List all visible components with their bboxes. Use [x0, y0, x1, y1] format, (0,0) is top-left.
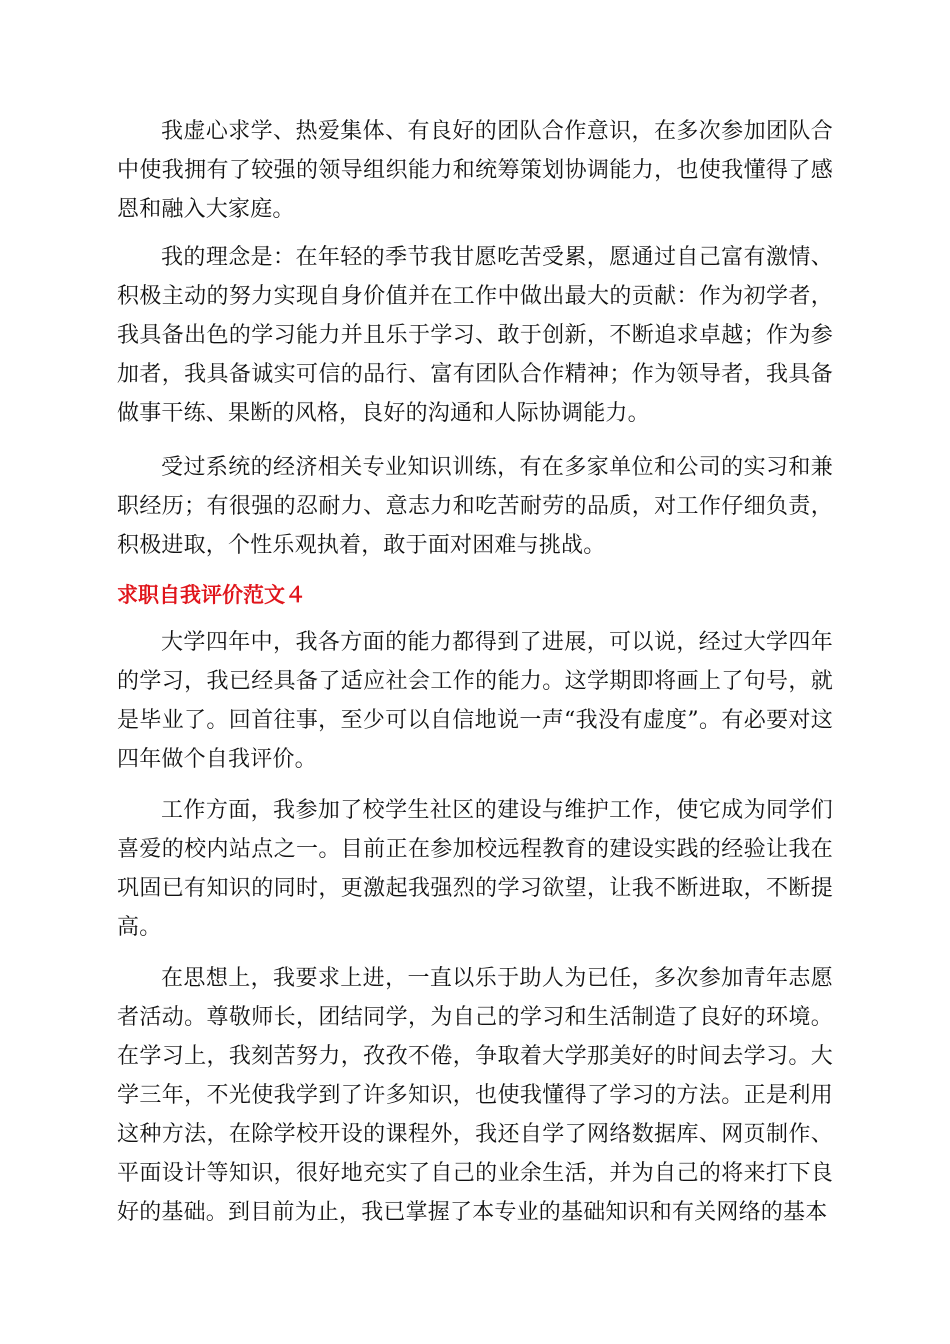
paragraph-philosophy: 我的理念是：在年轻的季节我甘愿吃苦受累，愿通过自己富有激情、积极主动的努力实现自身价值并在工作中做出最大的贡献：作为初学者，我具备出色的学习能力并且乐于学习、敢于创新，不断追求卓越；作为参加者，我具备诚实可信的品行、富有团队合作精神；作为领导者，我具备做事干练、果断的风格，良好的沟通和人际协调能力。: [117, 245, 833, 426]
paragraph-teamwork: 我虚心求学、热爱集体、有良好的团队合作意识，在多次参加团队合中使我拥有了较强的领导组织能力和统筹策划协调能力，也使我懂得了感恩和融入大家庭。: [117, 119, 833, 222]
paragraph-training: 受过系统的经济相关专业知识训练，有在多家单位和公司的实习和兼职经历；有很强的忍耐力、意志力和吃苦耐劳的品质，对工作仔细负责，积极进取，个性乐观执着，敢于面对困难与挑战。: [117, 455, 833, 558]
paragraph-thought-study: 在思想上，我要求上进，一直以乐于助人为已任，多次参加青年志愿者活动。尊敬师长，团结同学，为自己的学习和生活制造了良好的环境。在学习上，我刻苦努力，孜孜不倦，争取着大学那美好的时间去学习。大学三年，不光使我学到了许多知识，也使我懂得了学习的方法。正是利用这种方法，在除学校开设的课程外，我还自学了网络数据库、网页制作、平面设计等知识，很好地充实了自己的业余生活，并为自己的将来打下良好的基础。到目前为止，我已掌握了本专业的基础知识和有关网络的基本: [117, 966, 833, 1225]
paragraph-four-years: 大学四年中，我各方面的能力都得到了进展，可以说，经过大学四年的学习，我已经具备了适应社会工作的能力。这学期即将画上了句号，就是毕业了。回首往事，至少可以自信地说一声“我没有虚度”。有必要对这四年做个自我评价。: [117, 630, 833, 772]
section-heading: 求职自我评价范文４: [117, 583, 306, 607]
paragraph-work: 工作方面，我参加了校学生社区的建设与维护工作，使它成为同学们喜爱的校内站点之一。目前正在参加校远程教育的建设实践的经验让我在巩固已有知识的同时，更激起我强烈的学习欲望，让我不断进取，不断提高。: [117, 798, 833, 940]
